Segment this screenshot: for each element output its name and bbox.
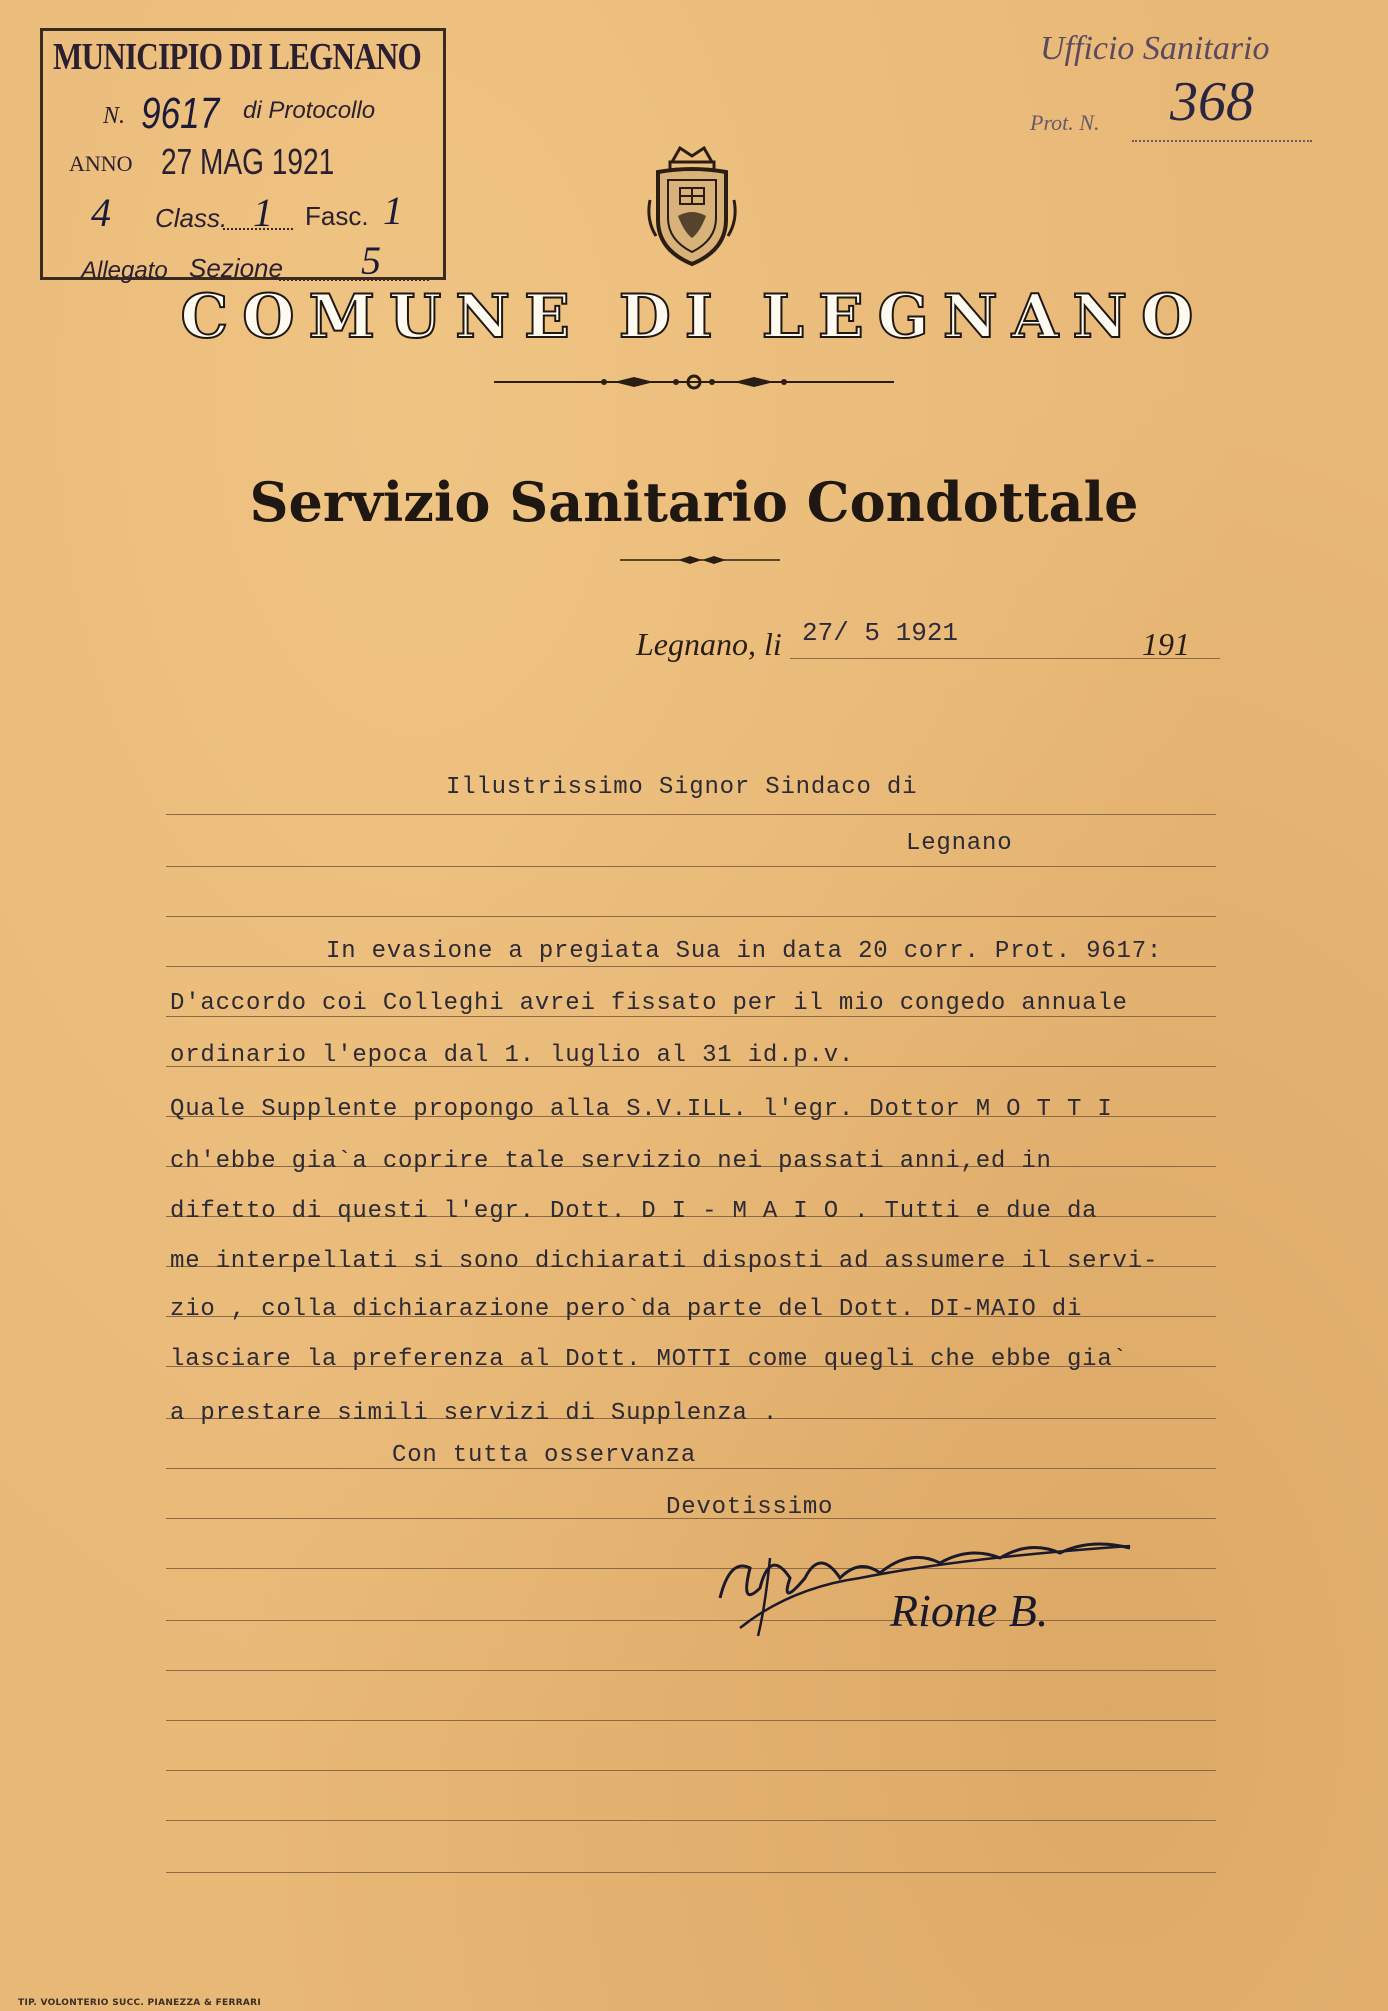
stamp-title: MUNICIPIO DI LEGNANO (53, 36, 421, 78)
stamp-section-dotted-line (279, 279, 429, 281)
coat-of-arms-icon (642, 140, 742, 270)
stamp-class-value: 1 (253, 190, 273, 235)
stamp-date: 27 MAG 1921 (161, 141, 335, 182)
typed-date: 27/ 5 1921 (802, 618, 959, 648)
office-prot-dotted-line (1132, 140, 1312, 142)
body-line: D'accordo coi Colleghi avrei fissato per il mio congedo annuale (170, 990, 1128, 1017)
ruled-line (166, 1720, 1216, 1721)
ruled-line (166, 1872, 1216, 1873)
body-line: a prestare simili servizi di Supplenza . (170, 1400, 779, 1427)
ruled-line (166, 1820, 1216, 1821)
body-line: Quale Supplente propongo alla S.V.ILL. l'egr. Dottor M O T T I (170, 1096, 1113, 1123)
ruled-line (166, 1770, 1216, 1771)
stamp-category-value: 4 (91, 190, 111, 235)
body-line: lasciare la preferenza al Dott. MOTTI come quegli che ebbe gia` (170, 1346, 1128, 1373)
date-underline (790, 658, 1220, 659)
stamp-section-label: Sezione (189, 253, 283, 283)
printer-credit: TIP. VOLONTERIO SUCC. PIANEZZA & FERRARI (18, 1998, 262, 2008)
printed-year: 191 (1142, 626, 1190, 662)
body-line: ch'ebbe gia`a coprire tale servizio nei passati anni,ed in (170, 1148, 1052, 1175)
closing-valediction: Devotissimo (666, 1494, 834, 1521)
closing-salutation: Con tutta osservanza (392, 1442, 697, 1469)
stamp-number-value: 9617 (141, 89, 220, 138)
address-line-2: Legnano (906, 830, 1013, 857)
date-place-label: Legnano, li (636, 626, 782, 662)
office-prot-value: 368 (1170, 71, 1254, 133)
signature-district: Rione B. (890, 1585, 1049, 1636)
municipality-heading: COMUNE DI LEGNANO (180, 282, 1208, 352)
protocol-stamp (40, 28, 446, 284)
stamp-fasc-label: Fasc. (305, 201, 369, 231)
ruled-line (166, 966, 1216, 967)
ruled-line (166, 1670, 1216, 1671)
office-prot-label: Prot. N. (1030, 110, 1100, 135)
body-line: zio , colla dichiarazione pero`da parte del Dott. DI-MAIO di (170, 1296, 1083, 1323)
ruled-line (166, 916, 1216, 917)
ruled-line (166, 814, 1216, 815)
stamp-number-label: N. (103, 103, 126, 129)
body-line: me interpellati si sono dichiarati disposti ad assumere il servi- (170, 1248, 1159, 1275)
stamp-year-label: ANNO (69, 151, 133, 176)
body-line: difetto di questi l'egr. Dott. D I - M A I O . Tutti e due da (170, 1198, 1098, 1225)
service-heading: Servizio Sanitario Condottale (249, 470, 1139, 534)
stamp-section-prefix: Allegato (81, 257, 168, 284)
address-line-1: Illustrissimo Signor Sindaco di (446, 774, 918, 801)
handwritten-signature (710, 1518, 1160, 1648)
stamp-class-label: Class. (155, 203, 228, 233)
stamp-fasc-value: 1 (383, 188, 403, 233)
office-name: Ufficio Sanitario (1040, 30, 1270, 67)
subheading-ornament-icon (620, 552, 780, 568)
stamp-section-value: 5 (361, 238, 381, 283)
body-line: ordinario l'epoca dal 1. luglio al 31 id.p.v. (170, 1042, 855, 1069)
ruled-line (166, 866, 1216, 867)
body-line: In evasione a pregiata Sua in data 20 corr. Prot. 9617: (326, 938, 1163, 965)
stamp-protocol-label: di Protocollo (243, 97, 376, 124)
heading-ornament-icon (494, 370, 894, 394)
